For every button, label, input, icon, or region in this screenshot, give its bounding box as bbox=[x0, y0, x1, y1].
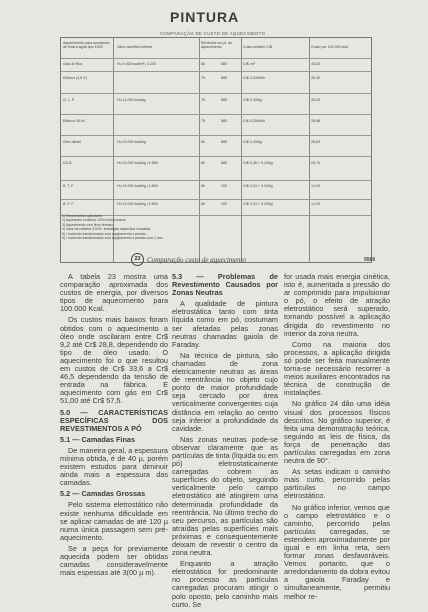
table-cell: 75 bbox=[201, 76, 205, 80]
table-cell: Hu 4.300 kcal/m³ | 4.200 bbox=[117, 62, 157, 66]
table-cell: 36,30 bbox=[311, 76, 320, 80]
subsection-heading: 5.3 — Problemas de Revestimento Causados por Zonas Neutras bbox=[172, 272, 278, 298]
table-row-label: Gás de Rua bbox=[63, 62, 83, 66]
table-cell: Cr$ 0,48 + 0,10/kg bbox=[243, 161, 273, 165]
table-cell: Hu 10.000 kcal/kg bbox=[117, 140, 146, 144]
paragraph: Na técnica de pintura, são chamadas de zona eletricamente neutras as áreas de reentrância no objeto cujo ponto de maior profundidade seja cercado por área verticalmente convergentes cuja distância em relação ao centro seja inferior a profundidade da cavidade. bbox=[172, 350, 278, 433]
paragraph: De maneira geral, a espessura mínima obtida, é de 40 μ, porém existem estudos para diminuir ainda mais a espessura das camadas. bbox=[60, 445, 168, 488]
figure-caption bbox=[131, 253, 246, 266]
table-cell: 80 bbox=[201, 140, 205, 144]
figure-caption-text: Comparação custo de aquecimento bbox=[147, 255, 246, 264]
table-row-label: Elétrico 45 kV bbox=[63, 119, 86, 123]
section-heading: 5.0 — CARACTERÍSTICAS ESPECÍFICAS DOS REVESTIMENTOS A PÓ bbox=[60, 407, 168, 433]
paragraph: Enquanto a atração eletrostática for predominante no processo as partículas carregadas procuram atingir o polo oposto, pelo caminho mais curto. Se bbox=[172, 559, 278, 609]
table-cell: 885 bbox=[221, 76, 227, 80]
paragraph: Se a peça for previamente aquecida podem ser obtidas camadas consideravelmente mais espessas até 3(00 μ m). bbox=[60, 543, 168, 578]
table-notes bbox=[62, 214, 163, 240]
table-note: 3) Aquecimento com fluxo térmico. bbox=[62, 222, 115, 227]
table-row-label: B. P. F. bbox=[63, 202, 75, 206]
paragraph: A qualidade de pintura eletrostática tanto com tinta líquida como em pó, costumam ser afetadas pelas zonas neutras chamadas gaiola de Faraday. bbox=[172, 299, 278, 349]
table-header: Eficiência em pl. do aquecimento bbox=[201, 41, 233, 49]
table-cell: 28,83 bbox=[311, 140, 320, 144]
table-row-label: G. L. P. bbox=[63, 98, 75, 102]
figure-code: 9586 bbox=[364, 257, 376, 263]
table-note: 6) • Incluindo transformador com equipamento e perdas com 1 ano. bbox=[62, 236, 164, 241]
table-cell: 885 bbox=[221, 119, 227, 123]
table-cell: Hu 11.000 kcal/kg bbox=[117, 98, 146, 102]
table-cell: 100 bbox=[221, 184, 227, 188]
table-cell: 80 bbox=[201, 184, 205, 188]
table-cell: Cr$ 0,34 + 0,10/kg bbox=[243, 184, 273, 188]
subsection-heading: 5.1 — Camadas Finas bbox=[60, 434, 136, 444]
table-cell: Hu 10.000 kcal/kg | 9.600 bbox=[117, 202, 158, 206]
figure-number: 23 bbox=[131, 253, 144, 266]
table-row-label: Óleo diesel bbox=[63, 140, 81, 144]
table-row-label: Elétrico (3,6 V) bbox=[63, 76, 87, 80]
table-cell: 885 bbox=[221, 62, 227, 66]
table-row-label: Gd.D. bbox=[63, 161, 73, 165]
subsection-heading: 5.2 — Camadas Grossas bbox=[60, 489, 146, 499]
table-cell: Hu 10.000 kcal/kg | 9.600 bbox=[117, 184, 158, 188]
table-cell: 100 bbox=[221, 202, 227, 206]
table-cell: Cr$ 0,34 + 0,10/kg bbox=[243, 202, 273, 206]
paragraph: Pelo sistema eletrostático não existe nenhuma dificuldade em se aplicar camadas de até 120 μ numa única passagem sem pré-aquecimento. bbox=[60, 500, 168, 542]
table-note: 5) • Incluindo transformador com equipamento e perdas. bbox=[62, 231, 147, 236]
table-header: Aquecimento para secadores de tinta a água tipo 1000 bbox=[63, 41, 110, 49]
text-column-3 bbox=[284, 273, 390, 604]
table-cell: 80 bbox=[201, 202, 205, 206]
table-header: Custo por 100.000 kcal bbox=[311, 45, 348, 49]
table-cell: 25,75 bbox=[311, 161, 320, 165]
table-cell: Cr$ 0,40/kg bbox=[243, 98, 262, 102]
table-cell: Cr$ /m³ bbox=[243, 62, 255, 66]
text-column-2 bbox=[172, 273, 278, 612]
table-cell: 33,39 bbox=[311, 98, 320, 102]
text-column-1 bbox=[60, 273, 168, 580]
table-cell: Hu 10.000 kcal/kg | 9.850 bbox=[117, 161, 158, 165]
paragraph: Nas zonas neutras pode-se observar claramente que as partículas de tinta (líquida ou em pó) eletrostaticamente carregadas cobrem as superfícies do objeto, seguindo verticalmente pelo campo eletrostático até atingirem uma determinada profundidade da reentrância. No último trecho do seu percurso, as partículas são atraídas pelas superfícies mais próximas e consequentemente deixam de revestir o centro da zona neutra. bbox=[172, 434, 278, 558]
paragraph: A tabela 23 mostra uma comparação aproximada dos custos de energia, por diversos tipos de aquecimento para 100.000 Kcal. bbox=[60, 272, 168, 314]
table-cell: 14,29 bbox=[311, 202, 320, 206]
paragraph: for usada mais energia cinética, isto é, aumentada a pressão do ar comprimido para impulsionar o pó, o efeito de atração eletrostático será superado, tornando possível a aplicação dirigida do revestimento no interior da zona neutra. bbox=[284, 272, 390, 338]
table-note: 1) Rendimentos aplicáveis. bbox=[62, 214, 103, 218]
table-cell: 885 bbox=[221, 161, 227, 165]
table-note: 2) Aquecedor contínuo 1000 kcal inclusive. bbox=[62, 218, 127, 223]
paragraph: Como na maioria dos processos, a aplicação dirigida só pode ser feita manualmente torna-se necessário recorrer a meios auxiliares encontrados na técnica de construção de instalações. bbox=[284, 339, 390, 398]
table-header: Valor calorífico inferior bbox=[117, 45, 153, 49]
table-cell: 80 bbox=[201, 161, 205, 165]
table-cell: 45,00 bbox=[311, 62, 320, 66]
table-cell: 14,99 bbox=[311, 184, 320, 188]
table-cell: 28,88 bbox=[311, 119, 320, 123]
table-row-label: B. T. F. bbox=[63, 184, 74, 188]
paragraph: As setas indicam o caminho mais curto, percorrido pelas partículas no campo eletrostático. bbox=[284, 467, 390, 501]
table-cell: 75 bbox=[201, 98, 205, 102]
page-title: PINTURA bbox=[170, 9, 240, 25]
table-cell: 85 bbox=[201, 62, 205, 66]
paragraph: No gráfico 24 dão uma idéia visual dos processos físicos descritos. No gráfico superior, é feita uma demonstração teórica, seguindo as leis de física, da força de penetração das partículas carregadas em zona neutra de 90°. bbox=[284, 399, 390, 466]
table-cell: Cr$ 0,40/kg bbox=[243, 140, 262, 144]
paragraph: Os custos mais baixos foram obtidos com o aquecimento a óleo onde oscilaram entre Cr$ 9,2 até Cr$ 28,8, dependendo do tipo de óleo usado. O aquecimento foi o que resultou em custos de Cr$ 33,6 a Cr$ 46,5 dependendo da tensão de entrada na fábrica. E aquecimento com gás em Cr$ 51,00 até Cr$ 57,5. bbox=[60, 315, 168, 406]
table-header: Custo unitário Cr$ bbox=[243, 45, 272, 49]
paragraph: No gráfico inferior, vemos que o campo eletrostático e o caminho, percorrido pelas partículas carregadas, se estendem aproximadamente por igual e em linha reta, sem formar zonas desfavoráveis. Vemos portanto, que o arredondamento da dobra evitou a gaiola Faraday e simultaneamente, permitiu melhor re- bbox=[284, 502, 390, 601]
table-cell: 885 bbox=[221, 98, 227, 102]
table-cell: Cr$ 0,33/kWh bbox=[243, 76, 265, 80]
table-cell: Cr$ 0,25/kWh bbox=[243, 119, 265, 123]
table-note: 4) Valor da caldeira 3.00%. Instalação específica completa. bbox=[62, 227, 151, 232]
table-cell: 75 bbox=[201, 119, 205, 123]
table-caption: COMPARAÇÃO DE CUSTO DE AQUECIMENTO bbox=[160, 31, 266, 36]
table-cell: 885 bbox=[221, 140, 227, 144]
